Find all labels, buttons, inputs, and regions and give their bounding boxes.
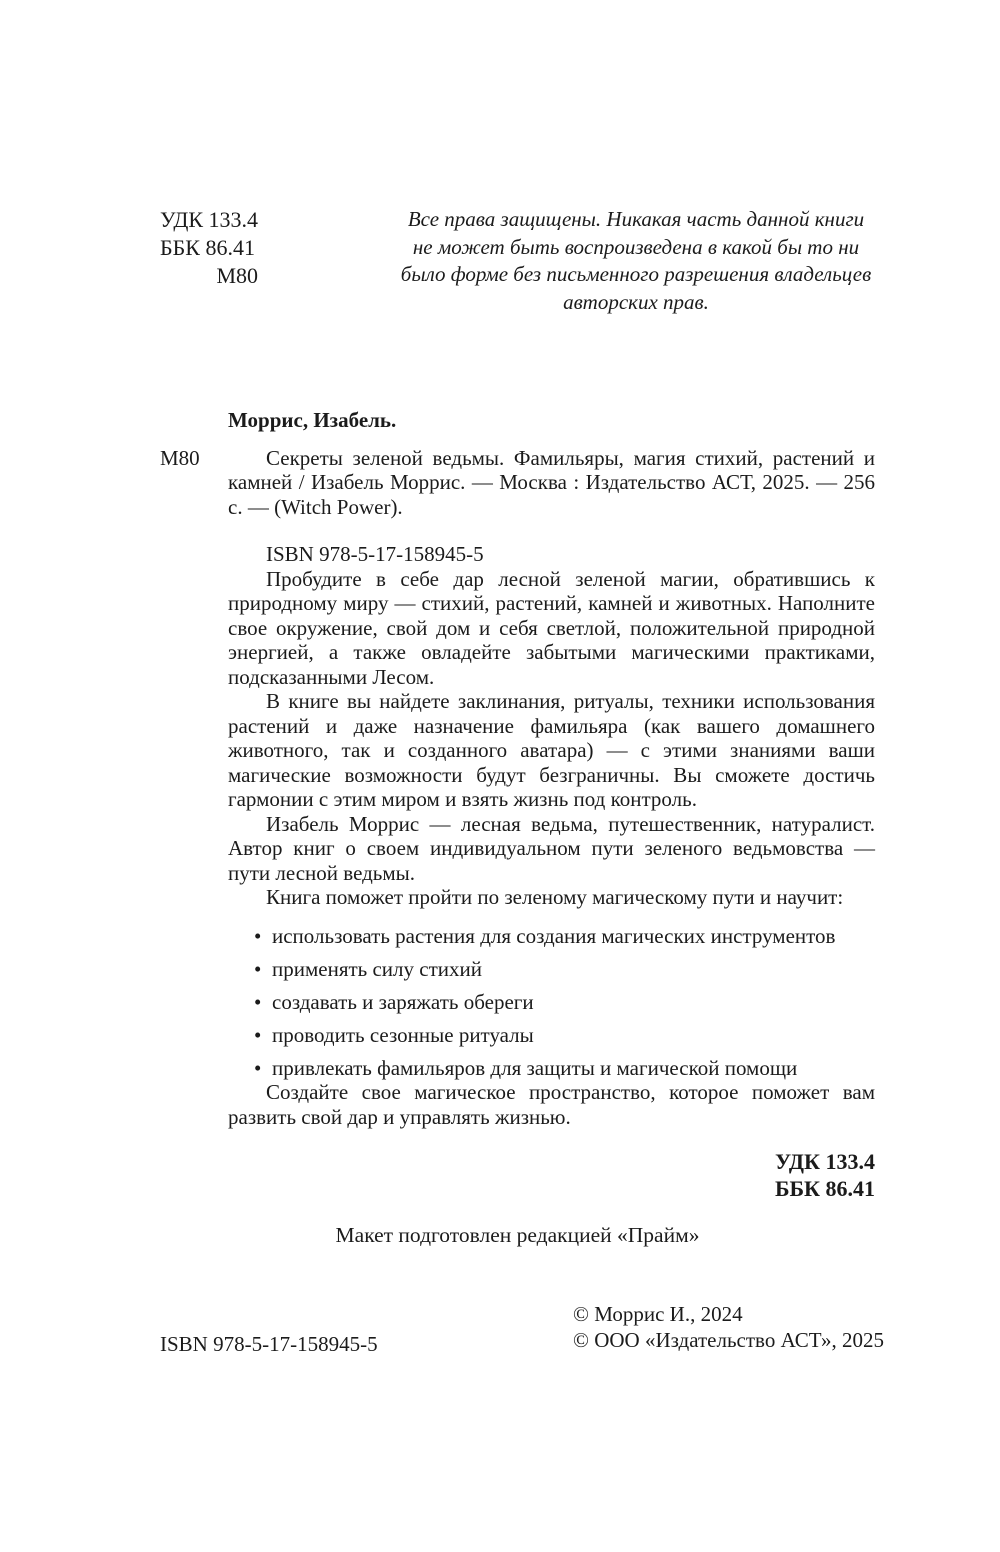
catalog-entry [160, 446, 875, 520]
bullet-icon: • [254, 956, 262, 981]
list-item-text: привлекать фамильяров для защиты и магической помощи [272, 1055, 798, 1080]
list-item [228, 990, 875, 1015]
list-item-text: применять силу стихий [272, 956, 482, 981]
closing-paragraph: Создайте свое магическое пространство, которое поможет вам развить свой дар и управлять жизнью. [228, 1080, 875, 1129]
copyright-block [573, 1301, 884, 1353]
isbn-line: ISBN 978-5-17-158945-5 [266, 542, 484, 566]
annotation-paragraph: Пробудите в себе дар лесной зеленой магии, обратившись к природному миру — стихий, растений, камней и животных. Наполните свое окружение, свой дом и себя светлой, положительной природной энергией, а также овладейте забытыми магическими практиками, подсказанными Лесом. [228, 566, 875, 689]
bottom-row [160, 1301, 884, 1361]
bbk-code-top: ББК 86.41 [160, 235, 255, 260]
author-sign-code: М80 [160, 445, 200, 470]
benefits-list [228, 924, 875, 1081]
author-sign-code-top: М80 [216, 263, 259, 288]
rights-notice: Все права защищены. Никакая часть данной книги не может быть воспроизведена в какой бы то ни было форме без письменного разрешения владельцев авторских прав. [400, 207, 872, 314]
bullet-icon: • [254, 989, 262, 1014]
annotation-paragraph: В книге вы найдете заклинания, ритуалы, техники использования растений и даже назначение фамильяра (как вашего домашнего животного, так и созданного аватара) — с этими знаниями ваши магические возможности будут безграничны. Вы сможете достичь гармонии с этим миром и взять жизнь под контроль. [228, 689, 875, 811]
list-item-text: создавать и заряжать обереги [272, 989, 534, 1014]
list-item [228, 924, 875, 949]
catalog-description: Секреты зеленой ведьмы. Фамильяры, магия стихий, растений и камней / Изабель Моррис. — Москва : Издательство АСТ, 2025. — 256 с. — (Witch Power). [228, 445, 875, 519]
annotation-paragraph: Изабель Моррис — лесная ведьма, путешественник, натуралист. Автор книг о своем индивидуальном пути зеленого ведьмовства — пути лесной ведьмы. [228, 811, 875, 885]
isbn-bottom: ISBN 978-5-17-158945-5 [160, 1331, 378, 1356]
bbk-code-footer: ББК 86.41 [774, 1176, 875, 1201]
udk-code-footer: УДК 133.4 [774, 1149, 875, 1174]
classification-codes-top [160, 206, 258, 290]
list-item-text: проводить сезонные ритуалы [272, 1022, 534, 1047]
bullet-icon: • [254, 923, 262, 948]
top-row [160, 206, 875, 316]
list-item [228, 1023, 875, 1048]
classification-codes-footer [160, 1148, 875, 1202]
imprint-line: Макет подготовлен редакцией «Прайм» [335, 1223, 700, 1247]
list-item-text: использовать растения для создания магических инструментов [272, 923, 836, 948]
list-item [228, 957, 875, 982]
list-item [228, 1056, 875, 1081]
author-heading: Моррис, Изабель. [228, 408, 397, 432]
bullet-icon: • [254, 1055, 262, 1080]
copyright-author: © Моррис И., 2024 [573, 1301, 743, 1326]
udk-code-top: УДК 133.4 [160, 207, 259, 232]
copyright-publisher: © ООО «Издательство АСТ», 2025 [573, 1327, 884, 1352]
annotation-paragraph: Книга поможет пройти по зеленому магическому пути и научит: [266, 885, 844, 909]
bullet-icon: • [254, 1022, 262, 1047]
